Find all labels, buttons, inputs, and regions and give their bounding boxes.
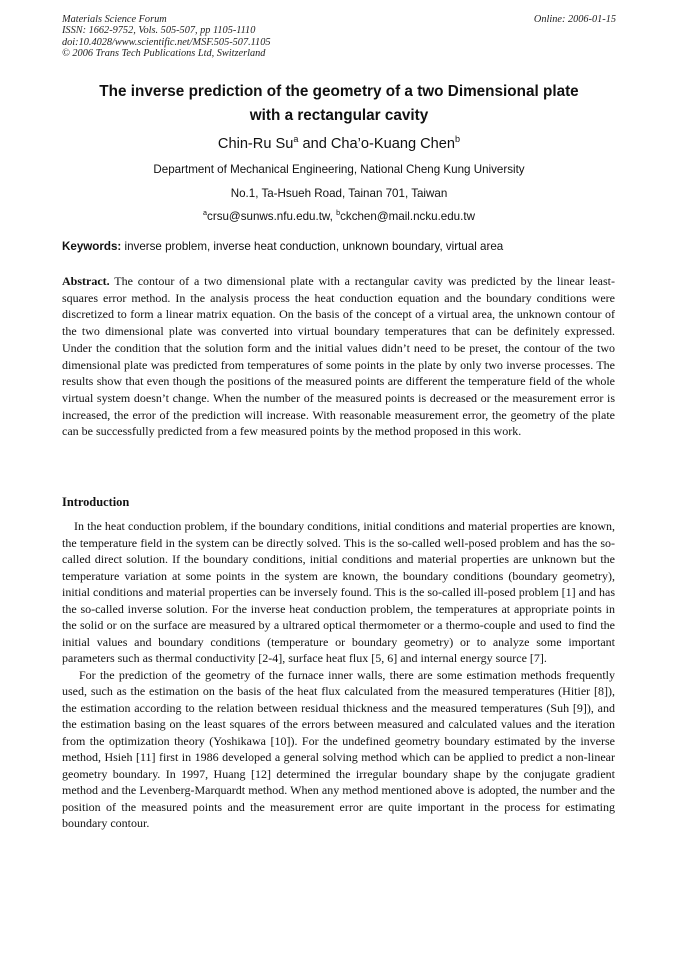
affiliation-department: Department of Mechanical Engineering, National Cheng Kung University (153, 163, 525, 176)
email-b-marker: b (336, 208, 341, 218)
keywords (62, 239, 616, 254)
author-1-marker: a (293, 134, 299, 145)
author-list (62, 134, 616, 154)
journal-name: Materials Science Forum (62, 14, 167, 25)
publication-header (62, 14, 422, 59)
title-line-1: The inverse prediction of the geometry of a two Dimensional plate (99, 83, 579, 100)
author-2: Cha’o-Kuang Chen (330, 136, 456, 152)
email-a-marker: a (203, 208, 208, 218)
author-conjunction: and (298, 136, 331, 152)
issn-line: ISSN: 1662-9752, Vols. 505-507, pp 1105-1110 (62, 25, 256, 37)
online-date: Online: 2006-01-15 (533, 14, 616, 25)
affiliation-address: No.1, Ta-Hsueh Road, Tainan 701, Taiwan (230, 187, 448, 200)
introduction-paragraph-2: For the prediction of the geometry of the furnace inner walls, there are some estimation methods frequently used, such as the estimation on the basis of the heat flux calculated from the measured temperatures (Hitier [8]), the estimation according to the relation between residual thickness and the measured temperatures (Suh [9]), and the estimation basing on the least squares of the errors between measured and calculated values and the iteration from the optimization theory (Yoshikawa [10]). For the undefined geometry boundary estimated by the inverse method, Hsieh [11] first in 1986 developed a general solving method which can be applied to predict a non-linear geometry boundary. In 1997, Huang [12] determined the irregular boundary shape by the conjugate gradient method and the Levenberg-Marquardt method. When any method mentioned above is adopted, the number and the position of the measured points and the measurement error are quite important in the process for estimating boundary contour. (62, 667, 615, 830)
abstract (62, 273, 615, 440)
keywords-label: Keywords: (62, 240, 122, 253)
keywords-text: inverse problem, inverse heat conduction, unknown boundary, virtual area (121, 240, 504, 253)
author-emails (62, 209, 616, 224)
copyright-line: © 2006 Trans Tech Publications Ltd, Switzerland (62, 47, 266, 59)
author-2-marker: b (455, 134, 461, 145)
abstract-label: Abstract. (62, 274, 110, 288)
introduction-heading: Introduction (62, 495, 130, 509)
abstract-text: The contour of a two dimensional plate with a rectangular cavity was predicted by the linear least-squares error method. In the analysis process the heat conduction equation and the boundary conditions were discretized to form a linear matrix equation. On the basis of the concept of a virtual area, the unknown contour of the two dimensional plate was converted into virtual boundary temperatures that can be definitely expressed. Under the condition that the solution form and the initial values didn’t need to be preset, the contour of the two dimensional plate was predicted from temperatures of some points in the plate by only two inverse processes. The results show that even though the positions of the measured points are different the temperature field of the whole virtual system doesn’t change. When the number of the measured points is decreased or the measurement error is increased, the error of the prediction will increase. With reasonable measurement error, the geometry of the plate can be successfully predicted from a few measured points by the method proposed in this work. (62, 274, 615, 439)
email-a: crsu@sunws.nfu.edu.tw, (207, 210, 337, 223)
paper-title (62, 80, 616, 127)
introduction-body (62, 518, 615, 832)
email-b: ckchen@mail.ncku.edu.tw (340, 210, 475, 223)
introduction-paragraph-1: In the heat conduction problem, if the boundary conditions, initial conditions and material properties are known, the temperature field in the system can be directly solved. This is the so-called well-posed problem and has the so-called direct solution. If the boundary conditions, initial conditions and material properties are unknown but the temperature variation at some points in the system are known, the boundary conditions (boundary geometry), initial conditions and material properties can be inversely found. This is the so-called ill-posed problem [1] and has the so-called inverse solution. For the inverse heat conduction problem, the temperatures at appropriate points in the solid or on the surface are measured by a ultrared optical thermometer or a thermo-couple and used to find the initial values and boundary conditions (temperature or boundary geometry) or to analyze some important parameters such as thermal conductivity [2-4], surface heat flux [5, 6] and internal energy source [7]. (62, 519, 615, 665)
author-1: Chin-Ru Su (217, 136, 294, 152)
doi-line: doi:10.4028/www.scientific.net/MSF.505-507.1105 (62, 36, 271, 48)
title-line-2: with a rectangular cavity (249, 106, 429, 124)
